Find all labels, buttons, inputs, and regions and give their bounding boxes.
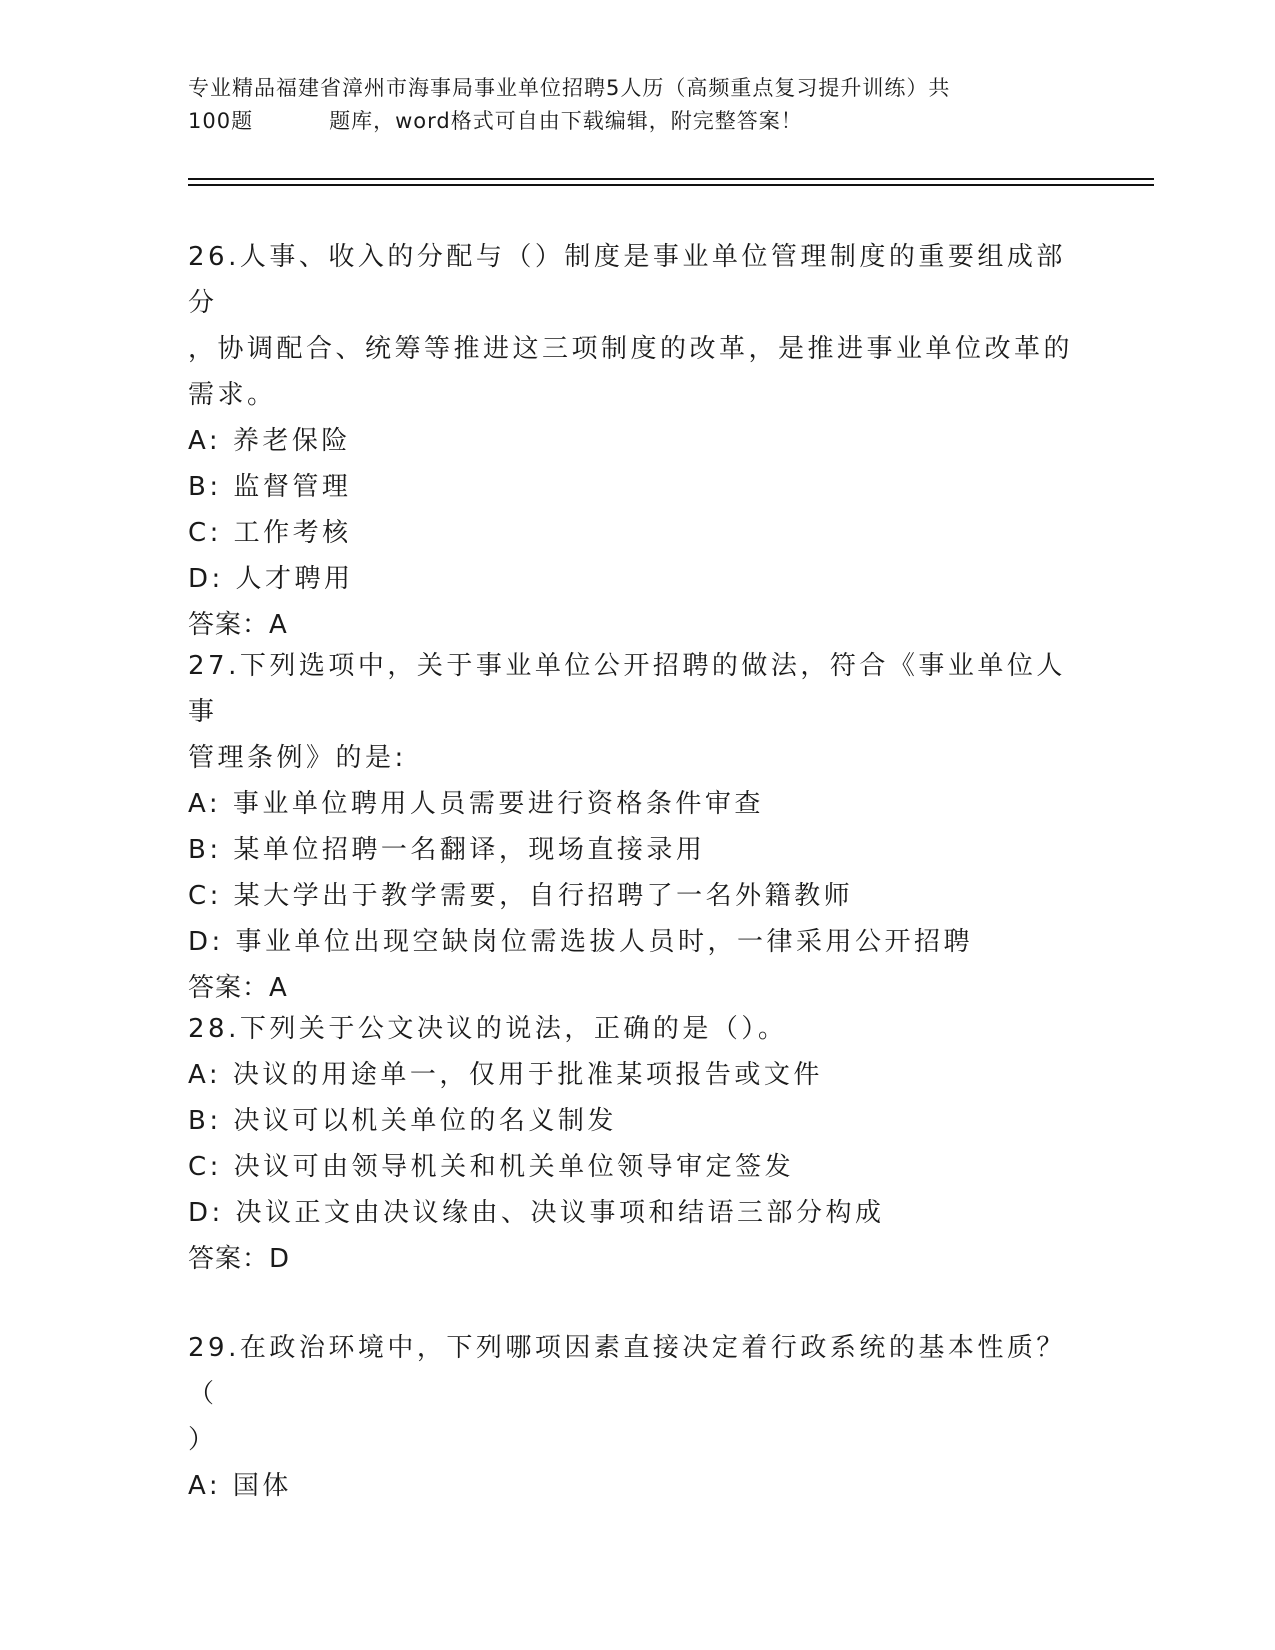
option-d: D: 人才聘用 xyxy=(188,564,354,594)
option-b: B: 某单位招聘一名翻译，现场直接录用 xyxy=(188,835,706,865)
option-c: C: 某大学出于教学需要，自行招聘了一名外籍教师 xyxy=(188,881,854,911)
option-c: C: 工作考核 xyxy=(188,518,352,548)
header-divider-bottom xyxy=(188,184,1154,186)
answer: 答案：D xyxy=(188,1244,291,1274)
option-b: B: 决议可以机关单位的名义制发 xyxy=(188,1106,617,1136)
option-a: A: 国体 xyxy=(188,1471,292,1501)
answer: 答案：A xyxy=(188,610,288,640)
header-count: 100题 xyxy=(188,109,254,133)
question-26 xyxy=(188,234,1088,648)
question-27 xyxy=(188,643,1088,1011)
question-28 xyxy=(188,1006,1088,1282)
question-stem-line: ，协调配合、统筹等推进这三项制度的改革，是推进事业单位改革的 xyxy=(188,334,1074,364)
question-stem-line: 29.在政治环境中，下列哪项因素直接决定着行政系统的基本性质？（ xyxy=(188,1333,1066,1409)
option-a: A: 事业单位聘用人员需要进行资格条件审查 xyxy=(188,789,764,819)
question-stem-line: 需求。 xyxy=(188,380,277,410)
answer: 答案：A xyxy=(188,973,288,1003)
header-divider-top xyxy=(188,178,1154,180)
header-description: 题库，word格式可自由下载编辑，附完整答案！ xyxy=(329,109,803,133)
option-d: D: 决议正文由决议缘由、决议事项和结语三部分构成 xyxy=(188,1198,885,1228)
question-stem-line: 28.下列关于公文决议的说法，正确的是（）。 xyxy=(188,1014,788,1044)
option-a: A: 决议的用途单一，仅用于批准某项报告或文件 xyxy=(188,1060,823,1090)
question-stem-line: 27.下列选项中，关于事业单位公开招聘的做法，符合《事业单位人事 xyxy=(188,651,1066,727)
question-29 xyxy=(188,1325,1088,1509)
option-d: D: 事业单位出现空缺岗位需选拔人员时，一律采用公开招聘 xyxy=(188,927,974,957)
question-stem-line: 26.人事、收入的分配与（）制度是事业单位管理制度的重要组成部分 xyxy=(188,242,1066,318)
option-a: A: 养老保险 xyxy=(188,426,351,456)
option-b: B: 监督管理 xyxy=(188,472,352,502)
option-c: C: 决议可由领导机关和机关单位领导审定签发 xyxy=(188,1152,795,1182)
question-stem-line: ） xyxy=(188,1425,218,1455)
header-title-line-1: 专业精品福建省漳州市海事局事业单位招聘5人历（高频重点复习提升训练）共 xyxy=(188,76,951,100)
header-title-line-2 xyxy=(188,105,1088,138)
question-stem-line: 管理条例》的是: xyxy=(188,743,407,773)
document-header xyxy=(188,72,1088,138)
